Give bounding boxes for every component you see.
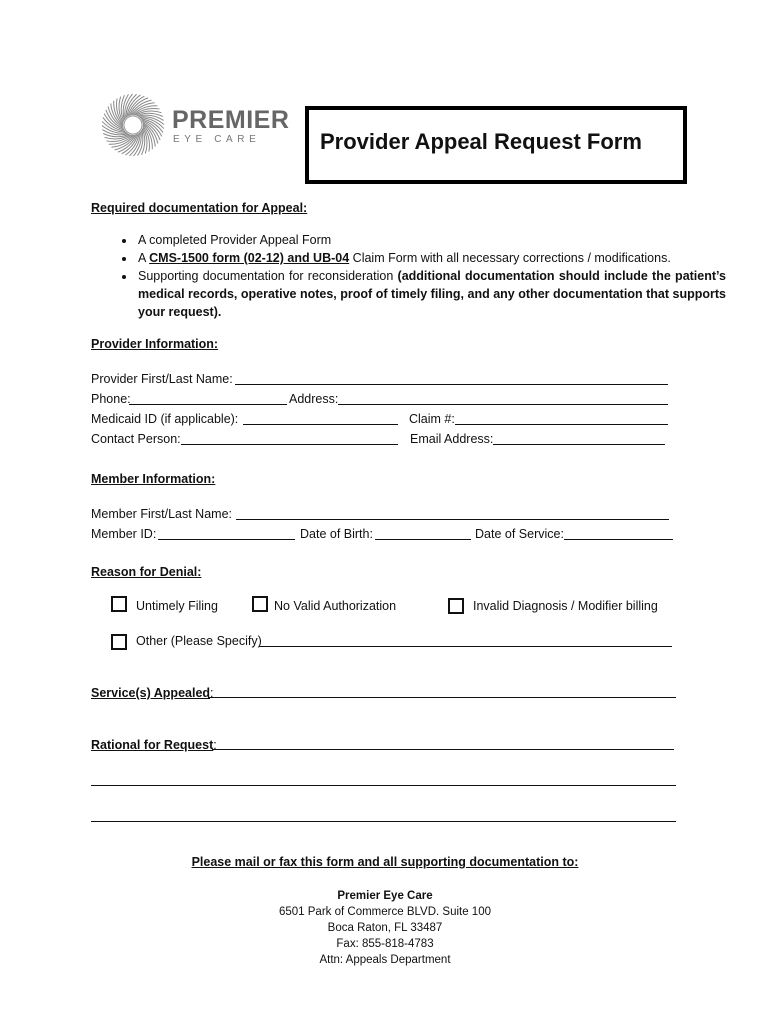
address-label: Address:: [289, 392, 339, 406]
contact-person-field[interactable]: [181, 444, 398, 445]
company-name: Premier Eye Care: [337, 890, 433, 902]
dob-label: Date of Birth:: [300, 527, 373, 541]
other-label: Other (Please Specify): [136, 634, 262, 648]
list-item: • A CMS-1500 form (02-12) and UB-04 Claim Form with all necessary corrections / modifications.: [136, 249, 726, 267]
member-name-label: Member First/Last Name:: [91, 507, 233, 521]
cms-form-reference: CMS-1500 form (02-12) and UB-04: [149, 251, 350, 265]
rational-label: Rational for Request:: [91, 738, 217, 752]
claim-number-field[interactable]: [455, 424, 668, 425]
member-id-field[interactable]: [158, 539, 295, 540]
untimely-filing-label: Untimely Filing: [136, 599, 218, 613]
dos-field[interactable]: [564, 539, 673, 540]
email-label: Email Address:: [410, 432, 494, 446]
untimely-filing-checkbox[interactable]: [111, 596, 127, 612]
premier-eye-care-logo: [100, 92, 290, 156]
required-docs-list: [92, 231, 726, 321]
dos-label: Date of Service:: [475, 527, 564, 541]
rational-field[interactable]: [212, 749, 674, 750]
provider-name-label: Provider First/Last Name:: [91, 372, 233, 386]
medicaid-id-label: Medicaid ID (if applicable):: [91, 412, 239, 426]
member-name-field[interactable]: [236, 519, 669, 520]
member-info-heading: Member Information:: [91, 472, 216, 486]
no-valid-authorization-checkbox[interactable]: [252, 596, 268, 612]
city-state-zip: Boca Raton, FL 33487: [327, 922, 443, 934]
title-box: [305, 106, 687, 184]
address-field[interactable]: [338, 404, 668, 405]
logo-eye-care-text: EYE CARE: [173, 134, 261, 145]
sunburst-logo-icon: [100, 92, 166, 158]
page-title: Provider Appeal Request Form: [320, 129, 642, 154]
contact-person-label: Contact Person:: [91, 432, 181, 446]
services-appealed-label: Service(s) Appealed:: [91, 686, 214, 700]
no-valid-authorization-label: No Valid Authorization: [274, 599, 397, 613]
list-item: • A completed Provider Appeal Form: [136, 231, 726, 249]
provider-name-field[interactable]: [235, 384, 668, 385]
mail-fax-heading: Please mail or fax this form and all supporting documentation to:: [191, 855, 579, 869]
phone-label: Phone:: [91, 392, 131, 406]
logo-premier-text: PREMIER: [172, 106, 290, 134]
rational-field-line-2[interactable]: [91, 785, 676, 786]
required-docs-heading: Required documentation for Appeal:: [91, 201, 308, 215]
email-field[interactable]: [493, 444, 665, 445]
street-address: 6501 Park of Commerce BLVD. Suite 100: [278, 906, 491, 918]
invalid-diagnosis-checkbox[interactable]: [448, 598, 464, 614]
medicaid-id-field[interactable]: [243, 424, 398, 425]
phone-field[interactable]: [129, 404, 287, 405]
fax-number: Fax: 855-818-4783: [336, 938, 434, 950]
denial-reason-heading: Reason for Denial:: [91, 565, 202, 579]
dob-field[interactable]: [375, 539, 471, 540]
claim-number-label: Claim #:: [409, 412, 455, 426]
list-item: • Supporting documentation for reconsideration (additional documentation should include the patient’s medical records, operative notes, proof of timely filing, and any other documentation that supports your request).: [136, 267, 726, 321]
provider-info-heading: Provider Information:: [91, 337, 219, 351]
invalid-diagnosis-label: Invalid Diagnosis / Modifier billing: [473, 599, 658, 613]
attention-line: Attn: Appeals Department: [319, 954, 451, 966]
other-checkbox[interactable]: [111, 634, 127, 650]
member-id-label: Member ID:: [91, 527, 157, 541]
other-specify-field[interactable]: [259, 646, 672, 647]
rational-field-line-3[interactable]: [91, 821, 676, 822]
services-appealed-field[interactable]: [208, 697, 676, 698]
